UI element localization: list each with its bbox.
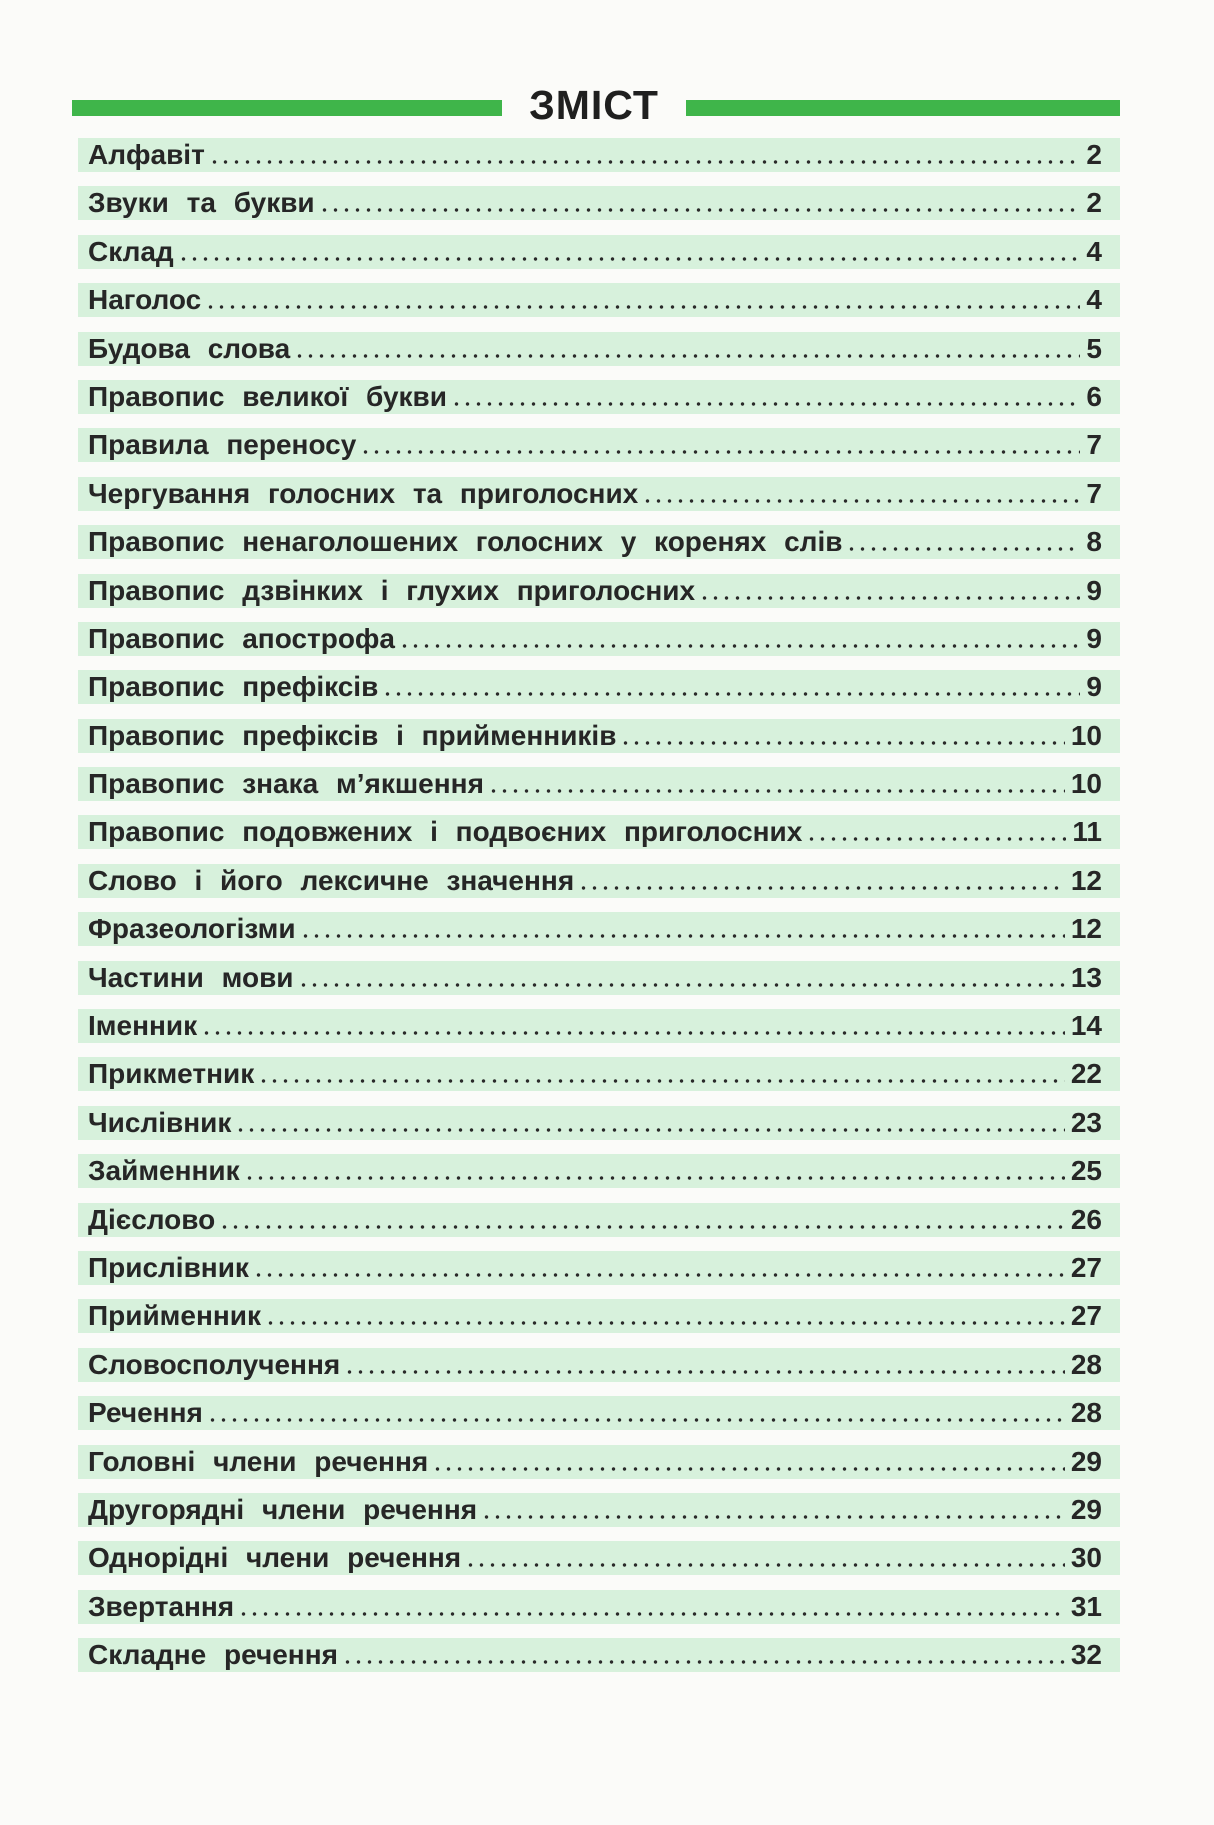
toc-entry-page-number: 2 (1086, 139, 1102, 170)
dot-leader (244, 1174, 1065, 1182)
toc-entry[interactable] (78, 332, 1120, 366)
toc-entry[interactable] (78, 1396, 1120, 1430)
dot-leader (846, 545, 1080, 553)
toc-entry-label: Алфавіт (88, 139, 205, 170)
dot-leader (201, 1029, 1065, 1037)
toc-entry-label: Головні члени речення (88, 1445, 429, 1477)
toc-entry-label: Правопис префіксів і прийменників (88, 719, 617, 751)
dot-leader (360, 448, 1080, 456)
toc-entry[interactable] (78, 1445, 1120, 1479)
toc-entry-page-number: 11 (1072, 816, 1102, 848)
dot-leader (235, 1126, 1064, 1134)
toc-entry[interactable] (78, 574, 1120, 608)
header-bar-left (72, 100, 502, 116)
toc-entry-label: Числівник (88, 1106, 232, 1138)
toc-entry-label: Прикметник (88, 1058, 255, 1090)
toc-entry-page-number: 10 (1070, 768, 1102, 800)
toc-entry[interactable] (78, 138, 1120, 172)
toc-entry[interactable] (78, 1251, 1120, 1285)
toc-entry[interactable] (78, 1541, 1120, 1575)
dot-leader (344, 1368, 1065, 1376)
toc-entry-label: Прийменник (88, 1300, 261, 1332)
dot-leader (238, 1610, 1065, 1618)
dot-leader (399, 642, 1080, 650)
toc-entry[interactable] (78, 1106, 1120, 1140)
toc-entry-label: Звуки та букви (88, 187, 315, 219)
dot-leader (382, 690, 1080, 698)
toc-entry-page-number: 4 (1086, 284, 1102, 316)
toc-entry[interactable] (78, 477, 1120, 511)
dot-leader (642, 497, 1080, 505)
dot-leader (620, 739, 1064, 747)
toc-entry-page-number: 13 (1070, 961, 1102, 993)
toc-entry-page-number: 32 (1070, 1639, 1102, 1671)
toc-entry[interactable] (78, 815, 1120, 849)
toc-entry-page-number: 6 (1086, 380, 1102, 412)
dot-leader (319, 206, 1081, 214)
toc-entry-label: Правила переносу (88, 429, 357, 461)
toc-entry[interactable] (78, 1493, 1120, 1527)
toc-entry[interactable] (78, 961, 1120, 995)
toc-entry-page-number: 23 (1070, 1106, 1102, 1138)
dot-leader (253, 1271, 1065, 1279)
toc-entry[interactable] (78, 1638, 1120, 1672)
toc-entry-page-number: 29 (1070, 1445, 1102, 1477)
toc-entry-page-number: 25 (1070, 1155, 1102, 1187)
toc-entry-label: Словосполучення (88, 1348, 341, 1380)
dot-leader (265, 1319, 1065, 1327)
toc-entry[interactable] (78, 1348, 1120, 1382)
toc-entry-page-number: 2 (1086, 187, 1102, 219)
toc-entry-label: Правопис префіксів (88, 671, 379, 703)
toc-entry[interactable] (78, 1299, 1120, 1333)
toc-entry-label: Займенник (88, 1155, 240, 1187)
toc-entry-label: Фразеологізми (88, 913, 296, 945)
toc-entry[interactable] (78, 428, 1120, 462)
dot-leader (578, 884, 1065, 892)
toc-entry-label: Прислівник (88, 1251, 249, 1283)
dot-leader (298, 981, 1065, 989)
toc-entry-page-number: 30 (1070, 1542, 1102, 1574)
dot-leader (258, 1077, 1065, 1085)
toc-entry[interactable] (78, 1203, 1120, 1237)
toc-entry-page-number: 14 (1070, 1010, 1102, 1042)
toc-entry-page-number: 29 (1070, 1493, 1102, 1525)
toc-entry[interactable] (78, 1009, 1120, 1043)
toc-entry[interactable] (78, 767, 1120, 801)
dot-leader (342, 1658, 1065, 1666)
dot-leader (209, 158, 1081, 166)
toc-entry-label: Слово і його лексичне значення (88, 864, 575, 896)
toc-entry-label: Склад (88, 235, 174, 267)
toc-entry-label: Правопис знака м’якшення (88, 768, 484, 800)
toc-entry[interactable] (78, 1590, 1120, 1624)
toc-entry-label: Речення (88, 1397, 203, 1429)
header-bar-right (686, 100, 1120, 116)
dot-leader (294, 352, 1080, 360)
toc-entry-page-number: 12 (1070, 864, 1102, 896)
toc-entry-page-number: 28 (1070, 1348, 1102, 1380)
dot-leader (451, 400, 1080, 408)
toc-entry-page-number: 4 (1086, 235, 1102, 267)
toc-entry-page-number: 27 (1070, 1300, 1102, 1332)
dot-leader (207, 1416, 1065, 1424)
toc-entry[interactable] (78, 525, 1120, 559)
toc-entry-label: Правопис великої букви (88, 380, 447, 412)
toc-entry-page-number: 9 (1086, 671, 1102, 703)
toc-entry-page-number: 7 (1086, 477, 1102, 509)
dot-leader (205, 303, 1080, 311)
toc-entry-label: Однорідні члени речення (88, 1542, 462, 1574)
dot-leader (806, 835, 1066, 843)
dot-leader (432, 1465, 1065, 1473)
dot-leader (300, 932, 1065, 940)
toc-entry-label: Дієслово (88, 1203, 216, 1235)
dot-leader (465, 1561, 1065, 1569)
toc-entry-page-number: 8 (1086, 526, 1102, 558)
toc-entry-page-number: 9 (1086, 622, 1102, 654)
toc-entry[interactable] (78, 912, 1120, 946)
toc-entry-label: Правопис дзвінких і глухих приголосних (88, 574, 696, 606)
toc-entry[interactable] (78, 622, 1120, 656)
toc-entry[interactable] (78, 1154, 1120, 1188)
toc-entry-page-number: 22 (1070, 1058, 1102, 1090)
table-of-contents (78, 138, 1120, 1687)
toc-entry-label: Чергування голосних та приголосних (88, 477, 639, 509)
toc-entry-label: Складне речення (88, 1639, 338, 1671)
toc-entry-page-number: 5 (1086, 332, 1102, 364)
toc-entry-label: Частини мови (88, 961, 294, 993)
toc-entry-label: Наголос (88, 284, 202, 316)
toc-entry-label: Правопис подовжених і подвоєних приголосних (88, 816, 803, 848)
toc-entry-label: Правопис ненаголошених голосних у коренях слів (88, 526, 843, 558)
toc-entry-page-number: 10 (1070, 719, 1102, 751)
page-title: ЗМІСТ (529, 82, 659, 128)
toc-entry-label: Звертання (88, 1590, 235, 1622)
toc-entry[interactable] (78, 235, 1120, 269)
toc-entry-label: Іменник (88, 1010, 198, 1042)
toc-entry-label: Другорядні члени речення (88, 1493, 478, 1525)
toc-entry[interactable] (78, 719, 1120, 753)
toc-entry-page-number: 28 (1070, 1397, 1102, 1429)
toc-entry[interactable] (78, 283, 1120, 317)
toc-entry-label: Правопис апострофа (88, 622, 396, 654)
dot-leader (481, 1513, 1065, 1521)
contents-header (72, 80, 1120, 130)
toc-entry-page-number: 9 (1086, 574, 1102, 606)
dot-leader (219, 1223, 1065, 1231)
toc-entry-page-number: 31 (1070, 1590, 1102, 1622)
dot-leader (699, 594, 1080, 602)
toc-entry[interactable] (78, 186, 1120, 220)
toc-entry[interactable] (78, 670, 1120, 704)
toc-entry[interactable] (78, 1057, 1120, 1091)
toc-entry-page-number: 7 (1086, 429, 1102, 461)
toc-entry-page-number: 26 (1070, 1203, 1102, 1235)
toc-entry-page-number: 12 (1070, 913, 1102, 945)
toc-entry-label: Будова слова (88, 332, 291, 364)
toc-entry[interactable] (78, 380, 1120, 414)
dot-leader (178, 255, 1081, 263)
toc-entry[interactable] (78, 864, 1120, 898)
dot-leader (488, 787, 1065, 795)
toc-entry-page-number: 27 (1070, 1251, 1102, 1283)
